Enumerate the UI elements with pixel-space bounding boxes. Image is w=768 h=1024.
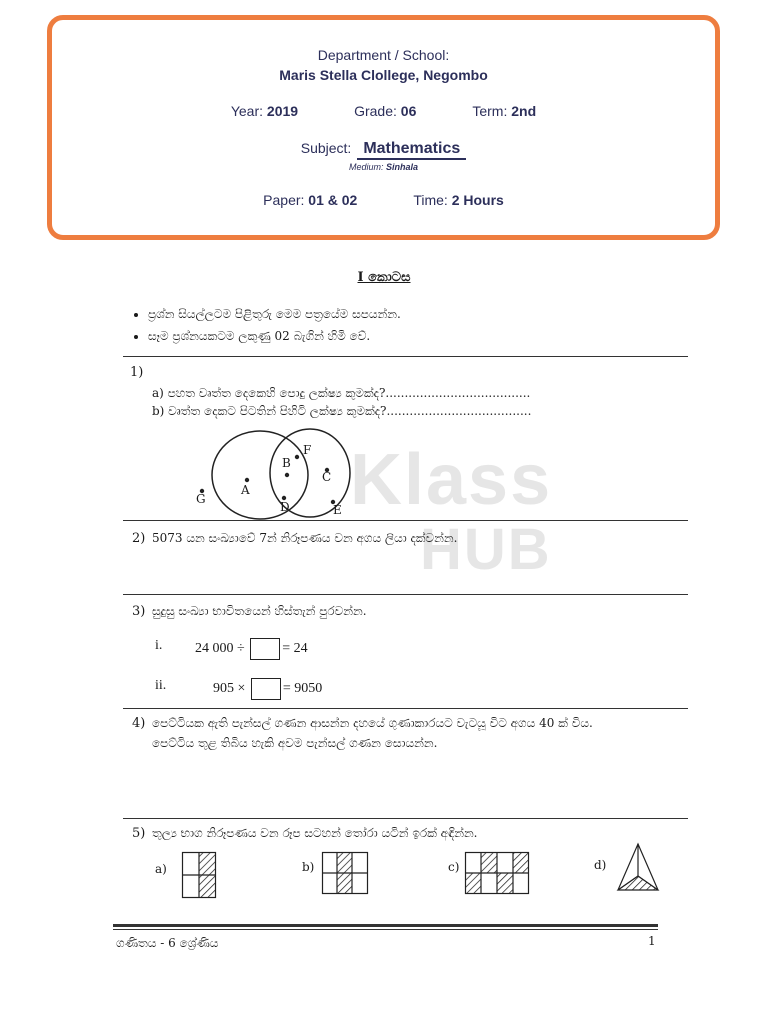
- q5-label-b: b): [302, 860, 315, 874]
- grade-value: 06: [400, 103, 417, 119]
- label-g: G: [196, 492, 206, 506]
- q3-i-left: 24 000 ÷: [195, 641, 245, 657]
- point-b: [285, 473, 289, 477]
- instructions-list: [128, 303, 401, 347]
- medium-value: Sinhala: [386, 162, 419, 172]
- q1-part-a: a) පහත වෘත්ත දෙකෙහි පොදු ලක්ෂ්‍ය කුමක්ද?......................................: [152, 386, 531, 400]
- q4-line2: පෙට්ටිය තුළ තිබිය හැකි අවම පැන්සල් ගණන සොයන්න.: [152, 736, 438, 750]
- q5-label-c: c): [448, 860, 460, 874]
- paper-time-row: [52, 192, 715, 208]
- label-f: F: [303, 443, 312, 457]
- footer-subject: ගණිතය - 6 ශ්‍රේණිය: [116, 936, 219, 950]
- q4-line1: පෙට්ටියක ඇති පැන්සල් ගණන ආසන්න දහයේ ගුණාකාරයට වැටයූ විට අගය 40 ක් විය.: [152, 716, 593, 730]
- label-d: D: [280, 500, 290, 514]
- divider: [123, 594, 688, 595]
- klasshub-watermark: [350, 440, 553, 585]
- q2-text: 5073 යන සංඛ්‍යාවේ 7න් නිරූපණය වන අගය ලියා දක්වන්න.: [152, 531, 458, 545]
- q4-number: 4): [132, 716, 146, 731]
- subject-row: [52, 140, 715, 160]
- q2-number: 2): [132, 531, 146, 546]
- label-e: E: [333, 503, 342, 517]
- q3-i-right: = 24: [282, 641, 308, 657]
- watermark-line1: Klass: [350, 440, 553, 520]
- divider: [123, 356, 688, 357]
- q5-figure-d: [616, 842, 660, 892]
- instruction-item: • ප්‍රශ්න සියල්ලටම පිළිතුරු මෙම පත්‍රයේම සපයන්න.: [148, 303, 401, 325]
- divider: [123, 520, 688, 521]
- footer-rule: [113, 924, 658, 927]
- q5-label-d: d): [594, 858, 607, 872]
- time-label: Time:: [413, 192, 448, 208]
- school-name: Maris Stella Clollege, Negombo: [279, 67, 488, 83]
- watermark-line2: HUB: [420, 517, 552, 582]
- footer-rule-thin: [113, 929, 658, 930]
- q3-text: සුදුසු සංඛ්‍යා භාවිතයෙන් හිස්තැන් පුරවන්න.: [152, 604, 367, 618]
- q3-i-answer-box[interactable]: [250, 638, 280, 660]
- q3-ii-right: = 9050: [282, 681, 323, 697]
- medium-label: Medium:: [348, 162, 384, 172]
- q5-text: තුල්‍ය භාග නිරූපණය වන රූප සටහන් තෝරා යටින් ඉරක් අඳින්න.: [152, 826, 478, 840]
- paper-value: 01 & 02: [308, 192, 358, 208]
- q3-i-expression: [195, 638, 308, 660]
- q3-i-label: i.: [155, 638, 163, 653]
- subject-label: Subject:: [300, 140, 352, 156]
- instruction-item: • සෑම ප්‍රශ්නයකටම ලකුණු 02 බැගින් හිමි වේ.: [148, 325, 401, 347]
- divider: [123, 708, 688, 709]
- label-c: C: [322, 470, 332, 484]
- q5-figure-c: [465, 852, 529, 894]
- term-value: 2nd: [511, 103, 537, 119]
- medium-line: [52, 162, 715, 172]
- left-circle: [212, 431, 308, 519]
- term-label: Term:: [472, 103, 508, 119]
- year-value: 2019: [266, 103, 299, 119]
- section-title: I කොටස: [357, 270, 411, 285]
- department-label: Department / School:: [317, 47, 450, 63]
- subject-value: Mathematics: [357, 140, 466, 160]
- point-f: [295, 455, 299, 459]
- year-label: Year:: [230, 103, 264, 119]
- time-value: 2 Hours: [451, 192, 504, 208]
- divider: [123, 818, 688, 819]
- point-a: [245, 478, 249, 482]
- q5-figure-a: [182, 852, 216, 898]
- q5-figure-b: [322, 852, 368, 894]
- paper-label: Paper:: [263, 192, 305, 208]
- q3-number: 3): [132, 604, 146, 619]
- q3-ii-label: ii.: [155, 678, 167, 693]
- q1-number: 1): [130, 365, 144, 380]
- q3-ii-left: 905 ×: [213, 681, 246, 697]
- q1-part-b: b) වෘත්ත දෙකට පිටතින් පිහිටි ලක්ෂ්‍ය කුමක්ද?......................................: [152, 404, 532, 418]
- page-number: 1: [648, 934, 656, 948]
- year-grade-term-row: [52, 103, 715, 119]
- q3-ii-expression: [213, 678, 322, 700]
- label-b: B: [282, 456, 291, 470]
- header-box: [47, 15, 720, 240]
- q5-number: 5): [132, 826, 146, 841]
- q3-ii-answer-box[interactable]: [251, 678, 281, 700]
- label-a: A: [241, 483, 250, 497]
- grade-label: Grade:: [354, 103, 397, 119]
- q5-label-a: a): [155, 862, 167, 876]
